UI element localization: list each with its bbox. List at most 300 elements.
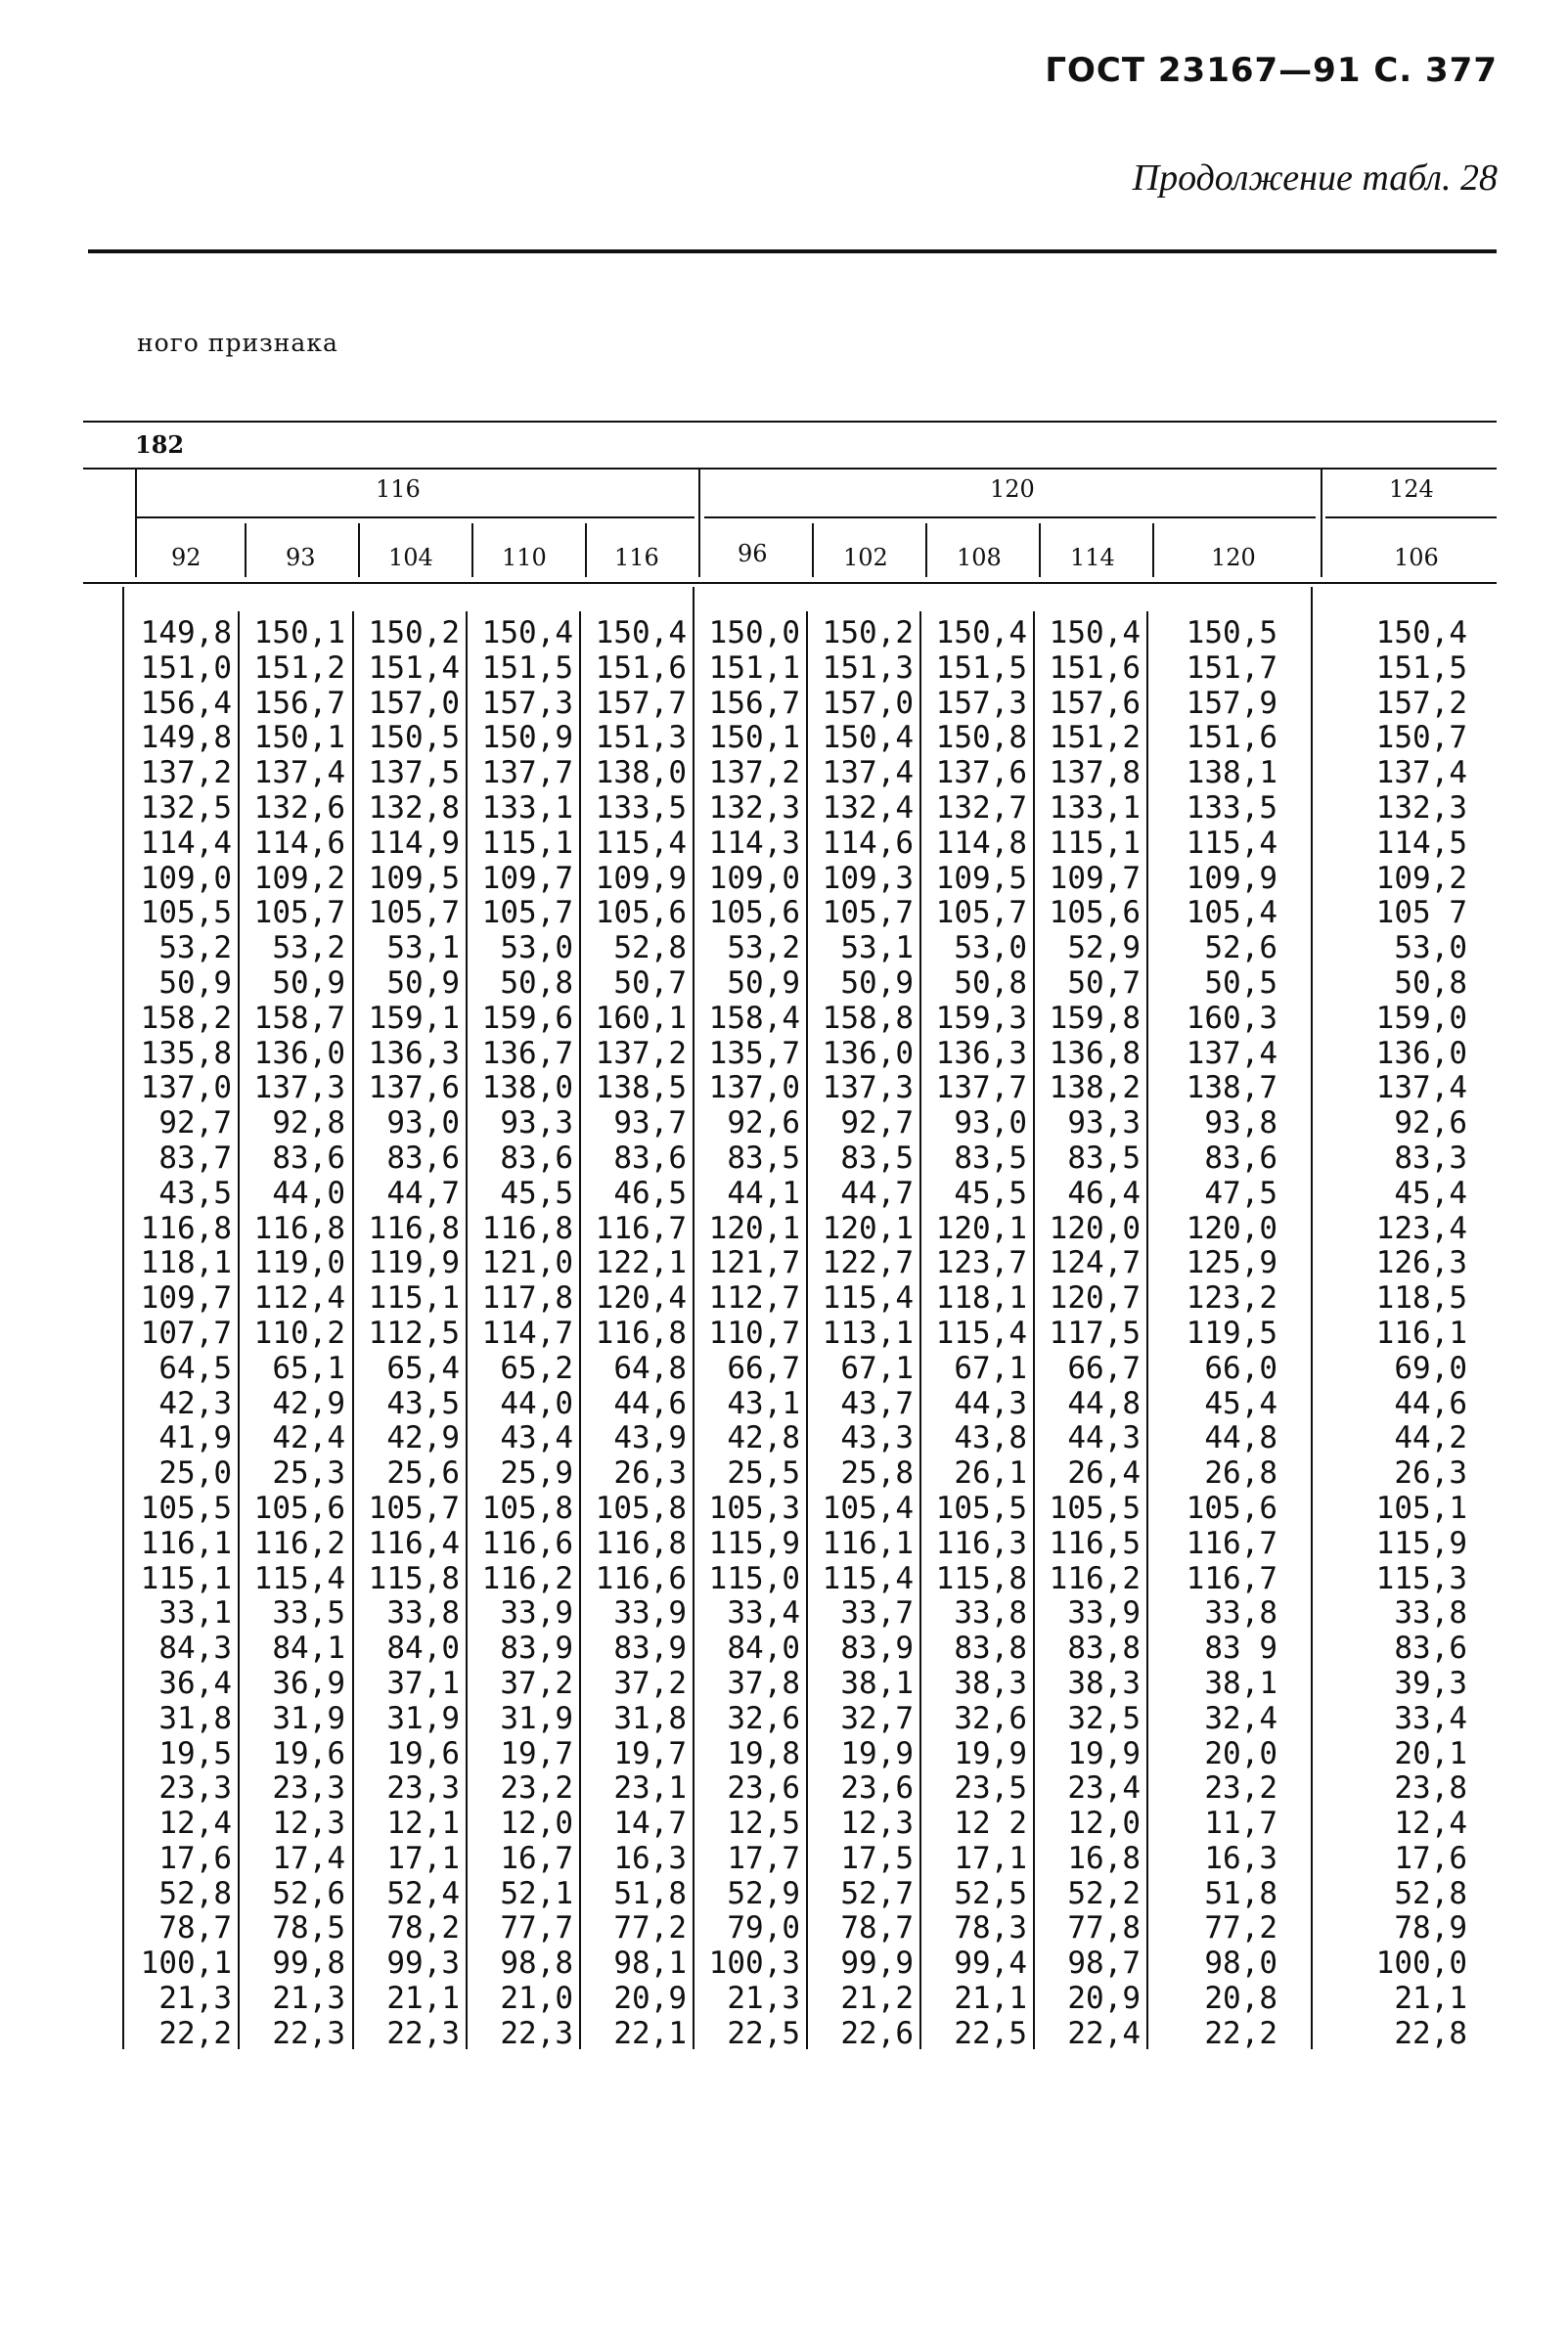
table-cell: 83,9 [613,1631,687,1667]
table-cell: 115,4 [822,1560,914,1596]
table-cell: 32,6 [727,1700,800,1736]
table-cell: 137,3 [253,1070,345,1106]
table-cell: 20,8 [1204,1981,1277,2017]
table-cell: 160,1 [595,1000,687,1036]
table-cell: 83,6 [272,1140,345,1176]
table-cell: 116,6 [481,1525,573,1561]
table-cell: 133,1 [1049,789,1141,826]
table-cell: 83,6 [500,1140,573,1176]
table-cell: 159,8 [1049,1000,1141,1036]
table-cell: 116,8 [595,1315,687,1351]
divider [245,523,246,577]
table-cell: 114,9 [368,825,460,861]
table-cell: 105,6 [253,1490,345,1526]
table-cell: 98,8 [500,1946,573,1982]
table-cell: 83,9 [840,1631,914,1667]
table-cell: 115,4 [822,1280,914,1317]
table-cell: 43,9 [613,1420,687,1456]
table-cell: 33,8 [1204,1595,1277,1632]
table-cell: 112,7 [708,1280,800,1317]
table-cell: 44,3 [954,1385,1027,1421]
table-cell: 136,7 [481,1035,573,1071]
table-cell: 116,8 [595,1525,687,1561]
table-cell: 150,0 [708,615,800,650]
table-cell: 105,8 [595,1490,687,1526]
table-cell: 116,2 [481,1560,573,1596]
table-cell: 113,1 [822,1315,914,1351]
table-cell: 160,3 [1186,1000,1277,1036]
table-cell: 22,3 [500,2015,573,2051]
table-cell: 151,6 [1186,720,1277,756]
row-label: ного признака [137,329,338,357]
table-cell: 136,3 [368,1035,460,1071]
table-cell: 150,1 [708,720,800,756]
table-cell: 137,0 [140,1070,232,1106]
table-cell: 31,9 [500,1700,573,1736]
subheader-114: 114 [1070,544,1115,571]
table-cell: 19,7 [613,1735,687,1771]
table-cell: 120,7 [1049,1280,1141,1317]
table-cell: 122,1 [595,1245,687,1281]
table-cell: 105,8 [481,1490,573,1526]
table-cell: 105,5 [140,1490,232,1526]
table-cell: 38,1 [840,1665,914,1701]
table-cell: 20,9 [613,1981,687,2017]
table-cell: 19,8 [727,1735,800,1771]
table-continuation-caption: Продолжение табл. 28 [1132,157,1498,199]
table-cell: 66,7 [1067,1350,1141,1386]
table-cell: 17,5 [840,1840,914,1876]
table-cell: 157,6 [1049,685,1141,721]
table-cell: 132,4 [822,789,914,826]
table-cell: 25,0 [158,1455,232,1492]
table-cell: 138,2 [1049,1070,1141,1106]
subheader-102: 102 [843,544,888,571]
data-column [581,616,687,2052]
table-cell: 123,2 [1186,1280,1277,1317]
table-cell: 105,5 [935,1490,1027,1526]
table-cell: 136,8 [1049,1035,1141,1071]
table-cell: 78,5 [272,1910,345,1947]
table-cell: 52,5 [954,1875,1027,1911]
subheader-93: 93 [286,544,316,571]
table-cell: 98,0 [1204,1946,1277,1982]
table-cell: 39,3 [1394,1665,1467,1701]
table-cell: 16,8 [1067,1840,1141,1876]
table-cell: 53,0 [1394,930,1467,966]
table-cell: 116,2 [253,1525,345,1561]
table-cell: 83,6 [1204,1140,1277,1176]
table-cell: 151,1 [708,649,800,686]
table-cell: 50,8 [1394,964,1467,1001]
table-cell: 77,8 [1067,1910,1141,1947]
table-cell: 50,9 [158,964,232,1001]
table-cell: 50,9 [840,964,914,1001]
table-cell: 105,4 [822,1490,914,1526]
subheader-96: 96 [738,540,768,567]
table-cell: 137,0 [708,1070,800,1106]
table-cell: 52,1 [500,1875,573,1911]
table-cell: 137,5 [368,755,460,791]
table-cell: 84,0 [727,1631,800,1667]
data-column [240,616,345,2052]
table-cell: 44,1 [727,1175,800,1211]
table-cell: 50,7 [613,964,687,1001]
table-cell: 42,9 [272,1385,345,1421]
table-cell: 157,3 [935,685,1027,721]
table-cell: 22,8 [1394,2015,1467,2051]
table-cell: 150,9 [481,720,573,756]
subheader-104: 104 [388,544,433,571]
table-cell: 109,0 [140,860,232,896]
table-cell: 17,1 [954,1840,1027,1876]
table-cell: 150,4 [935,615,1027,650]
table-cell: 23,6 [840,1770,914,1807]
data-column [1035,616,1141,2052]
header-bottom-rule [83,582,1497,584]
table-cell: 109,9 [1186,860,1277,896]
table-cell: 115,4 [253,1560,345,1596]
table-cell: 132,7 [935,789,1027,826]
table-cell: 150,2 [822,615,914,650]
table-cell: 136,0 [822,1035,914,1071]
table-cell: 100,1 [140,1946,232,1982]
table-cell: 156,7 [708,685,800,721]
table-cell: 51,8 [1204,1875,1277,1911]
table-cell: 50,8 [500,964,573,1001]
table-cell: 132,3 [1375,789,1467,826]
table-cell: 116,1 [140,1525,232,1561]
table-cell: 22,5 [954,2015,1027,2051]
table-cell: 83,8 [1067,1631,1141,1667]
table-cell: 114,5 [1375,825,1467,861]
table-cell: 43,3 [840,1420,914,1456]
table-cell: 77,2 [1204,1910,1277,1947]
table-cell: 105,6 [595,895,687,931]
group-116: 116 [376,475,421,503]
table-cell: 105,6 [708,895,800,931]
table-cell: 151,6 [595,649,687,686]
table-cell: 122,7 [822,1245,914,1281]
table-cell: 42,8 [727,1420,800,1456]
table-cell: 120,4 [595,1280,687,1317]
table-cell: 117,5 [1049,1315,1141,1351]
table-cell: 53,1 [840,930,914,966]
table-cell: 105,7 [822,895,914,931]
table-cell: 123,7 [935,1245,1027,1281]
table-cell: 151,7 [1186,649,1277,686]
subgroup-rule-right [1325,516,1497,518]
page-header: ГОСТ 23167—91 С. 377 [1045,51,1498,90]
table-cell: 37,2 [500,1665,573,1701]
table-cell: 52,8 [613,930,687,966]
table-cell: 78,3 [954,1910,1027,1947]
table-cell: 38,3 [1067,1665,1141,1701]
table-cell: 105,7 [935,895,1027,931]
table-cell: 84,0 [386,1631,460,1667]
table-cell: 33,9 [1067,1595,1141,1632]
table-cell: 20,0 [1204,1735,1277,1771]
table-cell: 158,7 [253,1000,345,1036]
table-cell: 23,5 [954,1770,1027,1807]
table-cell: 150,4 [1049,615,1141,650]
table-cell: 157,0 [822,685,914,721]
table-cell: 45,4 [1204,1385,1277,1421]
table-cell: 137,2 [595,1035,687,1071]
table-cell: 17,6 [1394,1840,1467,1876]
table-cell: 23,8 [1394,1770,1467,1807]
table-cell: 52,7 [840,1875,914,1911]
table-cell: 151,5 [935,649,1027,686]
table-cell: 137,6 [368,1070,460,1106]
table-cell: 120,1 [822,1210,914,1246]
table-cell: 150,2 [368,615,460,650]
table-cell: 138,0 [595,755,687,791]
table-cell: 23,2 [1204,1770,1277,1807]
table-cell: 25,5 [727,1455,800,1492]
table-cell: 120,1 [708,1210,800,1246]
table-cell: 21,0 [500,1981,573,2017]
table-cell: 157,7 [595,685,687,721]
table-cell: 12,3 [840,1806,914,1842]
top-rule [88,249,1497,253]
table-cell: 115,0 [708,1560,800,1596]
table-cell: 151,4 [368,649,460,686]
table-cell: 25,3 [272,1455,345,1492]
table-cell: 100,3 [708,1946,800,1982]
table-cell: 157,3 [481,685,573,721]
table-cell: 23,3 [158,1770,232,1807]
table-cell: 116,8 [140,1210,232,1246]
group-rule [83,468,1497,470]
table-cell: 33,8 [386,1595,460,1632]
table-cell: 21,1 [954,1981,1027,2017]
table-cell: 99,4 [954,1946,1027,1982]
table-cell: 83,5 [840,1140,914,1176]
table-cell: 53,2 [272,930,345,966]
table-cell: 66,7 [727,1350,800,1386]
table-cell: 109,7 [1049,860,1141,896]
table-cell: 109,5 [935,860,1027,896]
table-cell: 77,7 [500,1910,573,1947]
table-cell: 21,1 [1394,1981,1467,2017]
table-cell: 114,8 [935,825,1027,861]
table-cell: 31,8 [158,1700,232,1736]
table-cell: 93,8 [1204,1105,1277,1141]
table-cell: 116,8 [481,1210,573,1246]
table-cell: 114,6 [253,825,345,861]
table-cell: 93,0 [954,1105,1027,1141]
table-cell: 156,4 [140,685,232,721]
divider [1039,523,1041,577]
table-cell: 92,8 [272,1105,345,1141]
table-cell: 136,0 [253,1035,345,1071]
table-cell: 52,6 [1204,930,1277,966]
table-cell: 115,8 [935,1560,1027,1596]
table-cell: 92,7 [840,1105,914,1141]
table-cell: 93,7 [613,1105,687,1141]
table-cell: 69,0 [1394,1350,1467,1386]
table-cell: 105,5 [140,895,232,931]
table-cell: 99,3 [386,1946,460,1982]
table-cell: 150,7 [1375,720,1467,756]
data-column [921,616,1027,2052]
table-cell: 114,7 [481,1315,573,1351]
table-cell: 105,4 [1186,895,1277,931]
table-cell: 117,8 [481,1280,573,1317]
table-cell: 137,2 [140,755,232,791]
table-cell: 121,0 [481,1245,573,1281]
table-cell: 132,6 [253,789,345,826]
table-cell: 92,6 [727,1105,800,1141]
table-cell: 33,8 [1394,1595,1467,1632]
table-cell: 50,9 [727,964,800,1001]
table-cell: 99,9 [840,1946,914,1982]
table-cell: 16,3 [613,1840,687,1876]
table-cell: 45,5 [954,1175,1027,1211]
table-cell: 137,8 [1049,755,1141,791]
table-cell: 37,2 [613,1665,687,1701]
table-cell: 125,9 [1186,1245,1277,1281]
table-cell: 109,9 [595,860,687,896]
table-cell: 133,5 [595,789,687,826]
table-cell: 51,8 [613,1875,687,1911]
subheader-108: 108 [957,544,1002,571]
table-cell: 33,8 [954,1595,1027,1632]
table-cell: 17,6 [158,1840,232,1876]
table-cell: 83,3 [1394,1140,1467,1176]
table-cell: 138,0 [481,1070,573,1106]
table-cell: 44,8 [1067,1385,1141,1421]
divider [358,523,360,577]
table-cell: 105,6 [1186,1490,1277,1526]
group-124: 124 [1389,475,1434,503]
table-cell: 26,8 [1204,1455,1277,1492]
table-cell: 116,4 [368,1525,460,1561]
table-cell: 44,0 [272,1175,345,1211]
table-cell: 159,1 [368,1000,460,1036]
table-cell: 78,7 [158,1910,232,1947]
table-cell: 22,3 [272,2015,345,2051]
group-120: 120 [990,475,1035,503]
table-cell: 21,1 [386,1981,460,2017]
table-cell: 137,4 [1375,1070,1467,1106]
table-cell: 43,7 [840,1385,914,1421]
table-cell: 83,7 [158,1140,232,1176]
table-cell: 109,3 [822,860,914,896]
table-cell: 138,7 [1186,1070,1277,1106]
table-cell: 19,9 [840,1735,914,1771]
table-cell: 133,1 [481,789,573,826]
table-cell: 109,5 [368,860,460,896]
table-cell: 22,4 [1067,2015,1141,2051]
table-cell: 116,1 [822,1525,914,1561]
table-cell: 50,7 [1067,964,1141,1001]
table-cell: 42,9 [386,1420,460,1456]
table-cell: 105,5 [1049,1490,1141,1526]
table-cell: 159,0 [1375,1000,1467,1036]
table-cell: 137,4 [1186,1035,1277,1071]
table-cell: 115,3 [1375,1560,1467,1596]
table-cell: 137,7 [481,755,573,791]
table-cell: 158,4 [708,1000,800,1036]
table-cell: 93,3 [500,1105,573,1141]
divider [471,523,473,577]
table-cell: 151,3 [595,720,687,756]
table-cell: 116,6 [595,1560,687,1596]
table-cell: 118,1 [140,1245,232,1281]
table-cell: 109,0 [708,860,800,896]
table-cell: 25,8 [840,1455,914,1492]
table-cell: 33,5 [272,1595,345,1632]
table-cell: 79,0 [727,1910,800,1947]
divider [925,523,927,577]
table-cell: 157,2 [1375,685,1467,721]
table-cell: 44,2 [1394,1420,1467,1456]
divider [698,470,700,577]
table-cell: 120,1 [935,1210,1027,1246]
table-cell: 83,5 [727,1140,800,1176]
table-cell: 149,8 [140,720,232,756]
table-cell: 100,0 [1375,1946,1467,1982]
table-cell: 22,1 [613,2015,687,2051]
table-cell: 12,5 [727,1806,800,1842]
table-cell: 119,9 [368,1245,460,1281]
table-cell: 32,7 [840,1700,914,1736]
table-cell: 119,5 [1186,1315,1277,1351]
table-cell: 22,2 [158,2015,232,2051]
table-cell: 66,0 [1204,1350,1277,1386]
table-cell: 33,1 [158,1595,232,1632]
table-cell: 21,3 [272,1981,345,2017]
table-cell: 157,0 [368,685,460,721]
table-cell: 78,2 [386,1910,460,1947]
table-cell: 83 9 [1204,1631,1277,1667]
table-cell: 110,2 [253,1315,345,1351]
table-cell: 12,4 [158,1806,232,1842]
table-cell: 112,4 [253,1280,345,1317]
table-cell: 17,1 [386,1840,460,1876]
table-cell: 137,3 [822,1070,914,1106]
table-cell: 52,8 [1394,1875,1467,1911]
table-cell: 22,3 [386,2015,460,2051]
table-cell: 116,5 [1049,1525,1141,1561]
table-cell: 47,5 [1204,1175,1277,1211]
table-cell: 115,1 [368,1280,460,1317]
table-cell: 44,6 [613,1385,687,1421]
table-cell: 137,4 [253,755,345,791]
table-cell: 151,5 [1375,649,1467,686]
table-cell: 46,5 [613,1175,687,1211]
table-cell: 116,1 [1375,1315,1467,1351]
subheader-110: 110 [502,544,547,571]
subgroup-rule-mid [704,516,1316,518]
divider [812,523,814,577]
table-cell: 120,0 [1186,1210,1277,1246]
table-cell: 116,7 [1186,1525,1277,1561]
table-cell: 99,8 [272,1946,345,1982]
table-cell: 43,5 [158,1175,232,1211]
table-cell: 150,5 [368,720,460,756]
table-cell: 105,1 [1375,1490,1467,1526]
table-cell: 20,9 [1067,1981,1141,2017]
subheader-116: 116 [614,544,659,571]
table-cell: 83,6 [386,1140,460,1176]
table-cell: 112,5 [368,1315,460,1351]
table-cell: 26,4 [1067,1455,1141,1492]
table-cell: 37,1 [386,1665,460,1701]
subheader-92: 92 [171,544,202,571]
